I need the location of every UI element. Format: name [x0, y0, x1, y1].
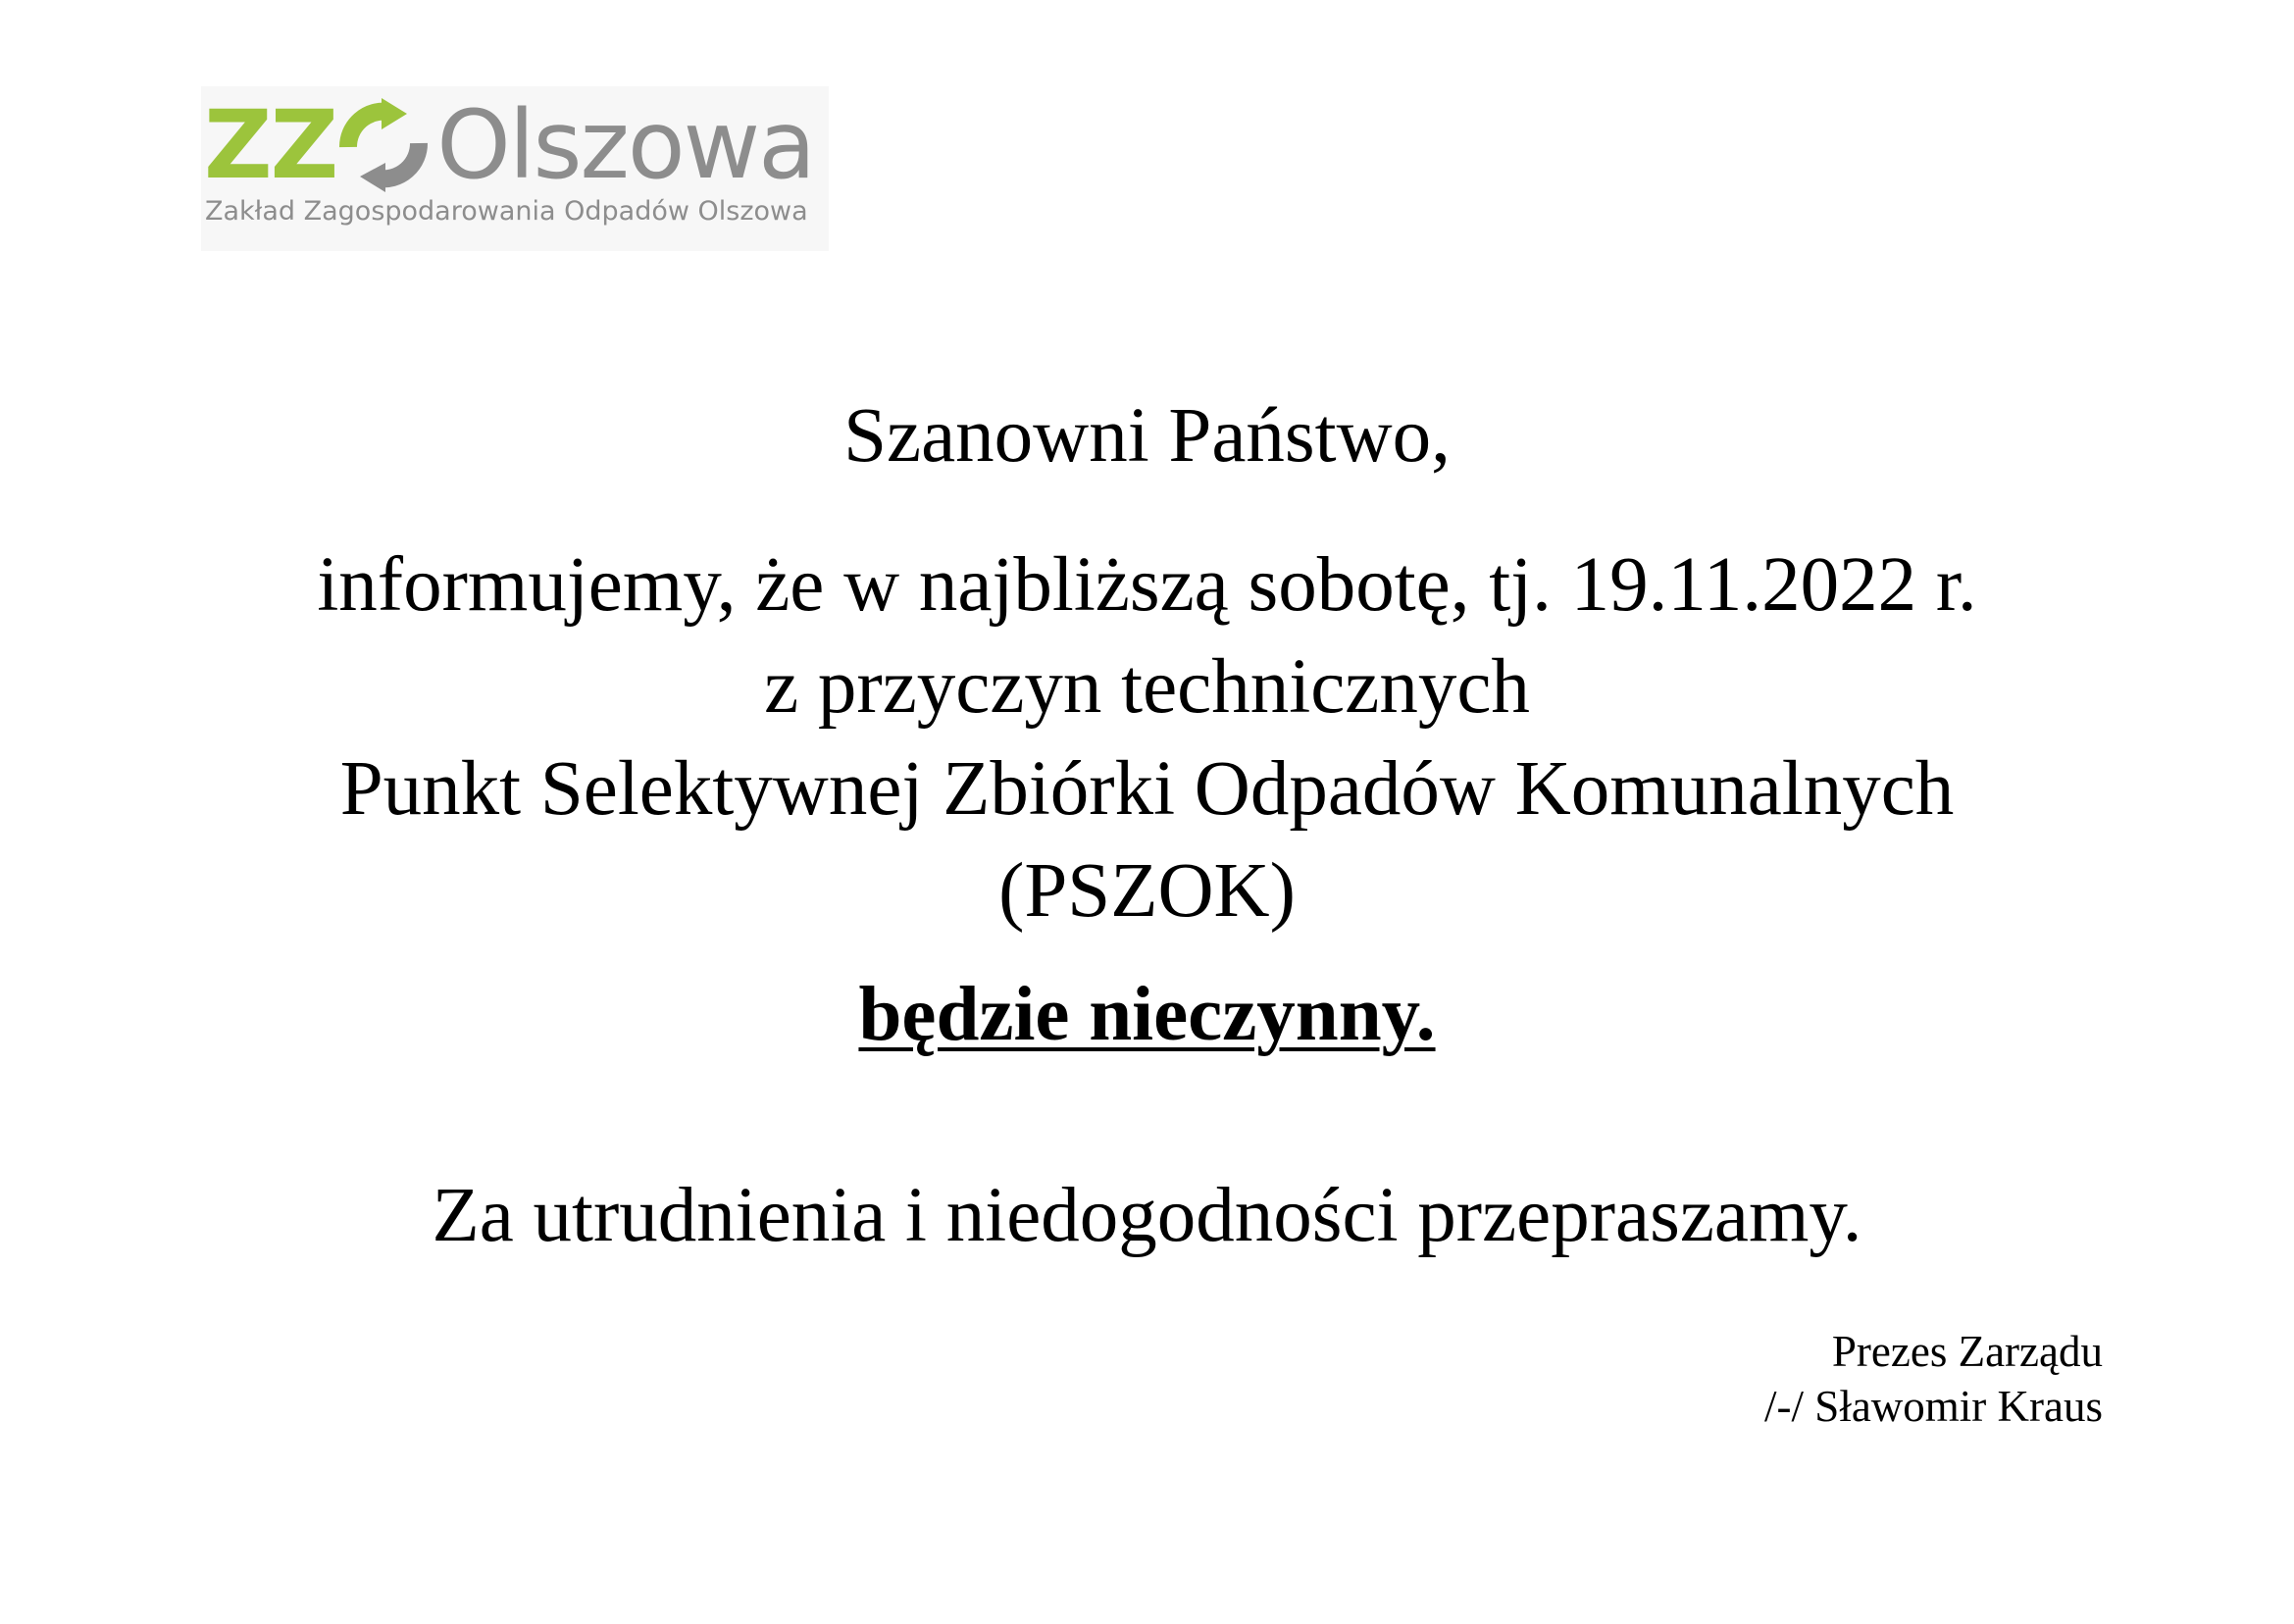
apology: Za utrudnienia i niedogodności przepraszamy. — [432, 1173, 1862, 1258]
signature-block — [1764, 1324, 2103, 1434]
recycle-arrows-icon — [334, 96, 433, 194]
logo-zz-text: ZZ — [204, 90, 337, 200]
notice-line: Punkt Selektywnej Zbiórki Odpadów Komunalnych — [339, 746, 1955, 832]
logo-subtitle: Zakład Zagospodarowania Odpadów Olszowa — [205, 196, 808, 227]
closed-text: będzie nieczynny. — [858, 972, 1436, 1057]
notice-line: z przyczyn technicznych — [764, 644, 1530, 730]
company-logo — [201, 86, 829, 251]
signature-name: /-/ Sławomir Kraus — [1764, 1382, 2103, 1431]
logo-wordmark — [204, 86, 814, 204]
closed-statement — [0, 971, 2294, 1059]
notice-line: (PSZOK) — [998, 848, 1296, 934]
greeting: Szanowni Państwo, — [843, 393, 1451, 479]
signature-title: Prezes Zarządu — [1831, 1327, 2103, 1376]
logo-olszowa-text: Olszowa — [436, 90, 814, 200]
notice-body — [0, 534, 2294, 942]
notice-line: informujemy, że w najbliższą sobotę, tj. 19.11.2022 r. — [317, 542, 1977, 628]
